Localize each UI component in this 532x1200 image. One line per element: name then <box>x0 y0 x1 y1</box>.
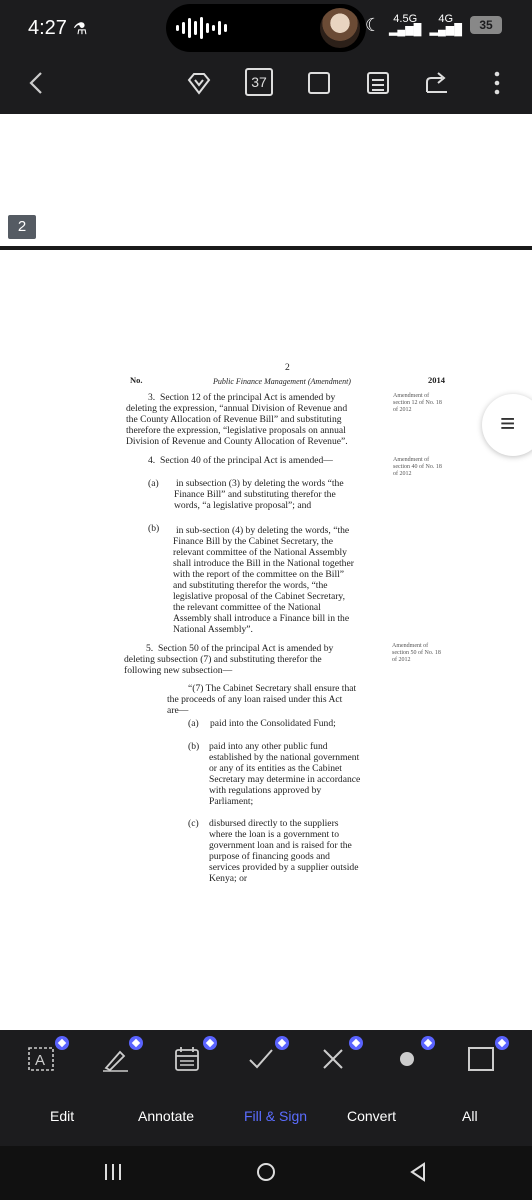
s5-quote-line: are— <box>167 705 189 716</box>
margin-note-s3: Amendment of section 12 of No. 18 of 2012 <box>393 393 442 413</box>
mode-tabs <box>0 1100 532 1136</box>
margin-note-s4: Amendment of section 40 of No. 18 of 2012 <box>393 457 442 477</box>
s5c-line: purpose of financing goods and <box>209 851 330 862</box>
cross-icon[interactable] <box>318 1044 350 1076</box>
s5-line: 5. Section 50 of the principal Act is amended by <box>146 643 334 654</box>
tab-all[interactable]: All <box>462 1108 478 1124</box>
s3-line: Division of Revenue and County Allocation of Revenue”. <box>126 436 348 447</box>
premium-badge-icon <box>203 1036 217 1050</box>
s3-line: deleting the expression, “annual Division of Revenue and <box>126 403 348 414</box>
s4a-line: in subsection (3) by deleting the words “the <box>176 478 344 489</box>
back-icon[interactable] <box>20 68 54 102</box>
s4b-line: with the report of the committee on the Bill” <box>173 569 345 580</box>
s5c-line: government loan and is raised for the <box>209 840 352 851</box>
margin-note-s5: Amendment of section 50 of No. 18 of 2012 <box>392 643 441 663</box>
s4b-line: in sub-section (4) by deleting the words, “the <box>176 525 350 536</box>
s5-quote-line: the proceeds of any loan raised under this Act <box>167 694 343 705</box>
s5c-line: Kenya; or <box>209 873 248 884</box>
s4b-line: Assembly shall introduce a Finance bill in the <box>173 613 350 624</box>
status-icons <box>365 14 502 36</box>
s3-line: 3. Section 12 of the principal Act is amended by <box>148 392 336 403</box>
back-nav-icon[interactable] <box>406 1160 430 1189</box>
flask-icon: ⚗ <box>73 21 88 38</box>
s5b-line: with regulations approved by <box>209 785 322 796</box>
pages-icon[interactable]: 37 <box>245 68 273 96</box>
text-field-icon[interactable] <box>26 1044 58 1076</box>
s3-line: therefore the expression, “legislative proposals on annual <box>126 425 346 436</box>
page-indicator: 2 <box>8 215 36 239</box>
premium-badge-icon <box>421 1036 435 1050</box>
system-navigation-bar <box>0 1146 532 1200</box>
s5b-line: or any of its entities as the Cabinet <box>209 763 342 774</box>
page-header-number: 2 <box>285 362 290 373</box>
s5b-line: Secretary may determine in accordance <box>209 774 361 785</box>
s4a-line: Finance Bill” and substituting therefor the <box>174 489 336 500</box>
s5-line: following new subsection— <box>124 665 233 676</box>
tab-edit[interactable]: Edit <box>50 1108 75 1124</box>
menu-lines-icon: ≡ <box>500 408 516 438</box>
s5b-line: Parliament; <box>209 796 254 807</box>
s4b-line: National Assembly”. <box>173 624 253 635</box>
signal-4g-icon: 4G ▂▄▆█ <box>429 13 462 36</box>
tab-fill-sign[interactable]: Fill & Sign <box>244 1108 308 1124</box>
s4b-line: Finance Bill by the Cabinet Secretary, the <box>173 536 334 547</box>
home-icon[interactable] <box>254 1160 278 1189</box>
s4b-line: legislative proposal of the Cabinet Secretary, <box>173 591 346 602</box>
s4b-line: shall introduce the Bill in the National together <box>173 558 354 569</box>
s5b-line: paid into any other public fund <box>209 741 328 752</box>
share-icon[interactable] <box>420 68 454 102</box>
recent-apps-icon[interactable] <box>102 1160 124 1189</box>
s5b-line: established by the national government <box>209 752 360 763</box>
s3-line: the County Allocation of Revenue Bill” and substituting <box>126 414 342 425</box>
audio-wave-icon <box>176 16 227 40</box>
media-artwork-avatar <box>320 8 360 48</box>
previous-page-bottom <box>0 114 532 246</box>
premium-badge-icon <box>275 1036 289 1050</box>
fill-sign-tools <box>0 1030 532 1088</box>
battery-icon: 35 <box>470 16 502 34</box>
s4b-line: the relevant committee of the National <box>173 602 321 613</box>
s5c-label: (c) <box>188 818 199 829</box>
more-icon[interactable] <box>480 68 514 102</box>
status-bar <box>0 0 532 56</box>
s4b-label: (b) <box>148 523 160 534</box>
s5c-line: disbursed directly to the suppliers <box>209 818 339 829</box>
s4a-label: (a) <box>148 478 159 489</box>
fullscreen-icon[interactable] <box>302 68 336 102</box>
s4b-line: relevant committee of the National Assembly <box>173 547 347 558</box>
s5a-text: paid into the Consolidated Fund; <box>210 718 336 729</box>
dnd-moon-icon: ☾ <box>364 14 381 35</box>
s5-line: deleting subsection (7) and substituting therefor the <box>124 654 322 665</box>
tab-annotate[interactable]: Annotate <box>138 1108 195 1124</box>
svg-text:A: A <box>35 1052 46 1069</box>
dot-icon[interactable] <box>392 1044 424 1076</box>
clock: 4:27 <box>28 17 67 39</box>
bottom-tool-dock <box>0 1030 532 1146</box>
page-header-no: No. <box>130 375 143 385</box>
premium-icon[interactable] <box>182 68 216 102</box>
signature-pen-icon[interactable] <box>100 1044 132 1076</box>
s5b-label: (b) <box>188 741 200 752</box>
s4-intro: 4. Section 40 of the principal Act is amended— <box>148 455 333 466</box>
checkmark-icon[interactable] <box>246 1044 278 1076</box>
document-viewer[interactable] <box>0 114 532 1030</box>
reading-mode-icon[interactable] <box>361 68 395 102</box>
pdf-page <box>0 250 532 1030</box>
s5c-line: where the loan is a government to <box>209 829 340 840</box>
s4b-line: and substituting therefor the words, “the <box>173 580 328 591</box>
premium-badge-icon <box>129 1036 143 1050</box>
signal-45g-icon: 4.5G ▂▄▆█ <box>388 13 422 36</box>
dynamic-island[interactable] <box>166 4 366 52</box>
premium-badge-icon <box>55 1036 69 1050</box>
rectangle-icon[interactable] <box>466 1044 498 1076</box>
s5a-label: (a) <box>188 718 199 729</box>
s4a-line: words, “a legislative proposal”; and <box>174 500 312 511</box>
tab-convert[interactable]: Convert <box>347 1108 397 1124</box>
page-header-title: Public Finance Management (Amendment) <box>213 377 351 386</box>
date-icon[interactable] <box>172 1044 204 1076</box>
page-header-year: 2014 <box>428 375 445 385</box>
premium-badge-icon <box>349 1036 363 1050</box>
premium-badge-icon <box>495 1036 509 1050</box>
s5-quote-line: “(7) The Cabinet Secretary shall ensure that <box>188 683 357 694</box>
s5c-line: services provided by a supplier outside <box>209 862 359 873</box>
